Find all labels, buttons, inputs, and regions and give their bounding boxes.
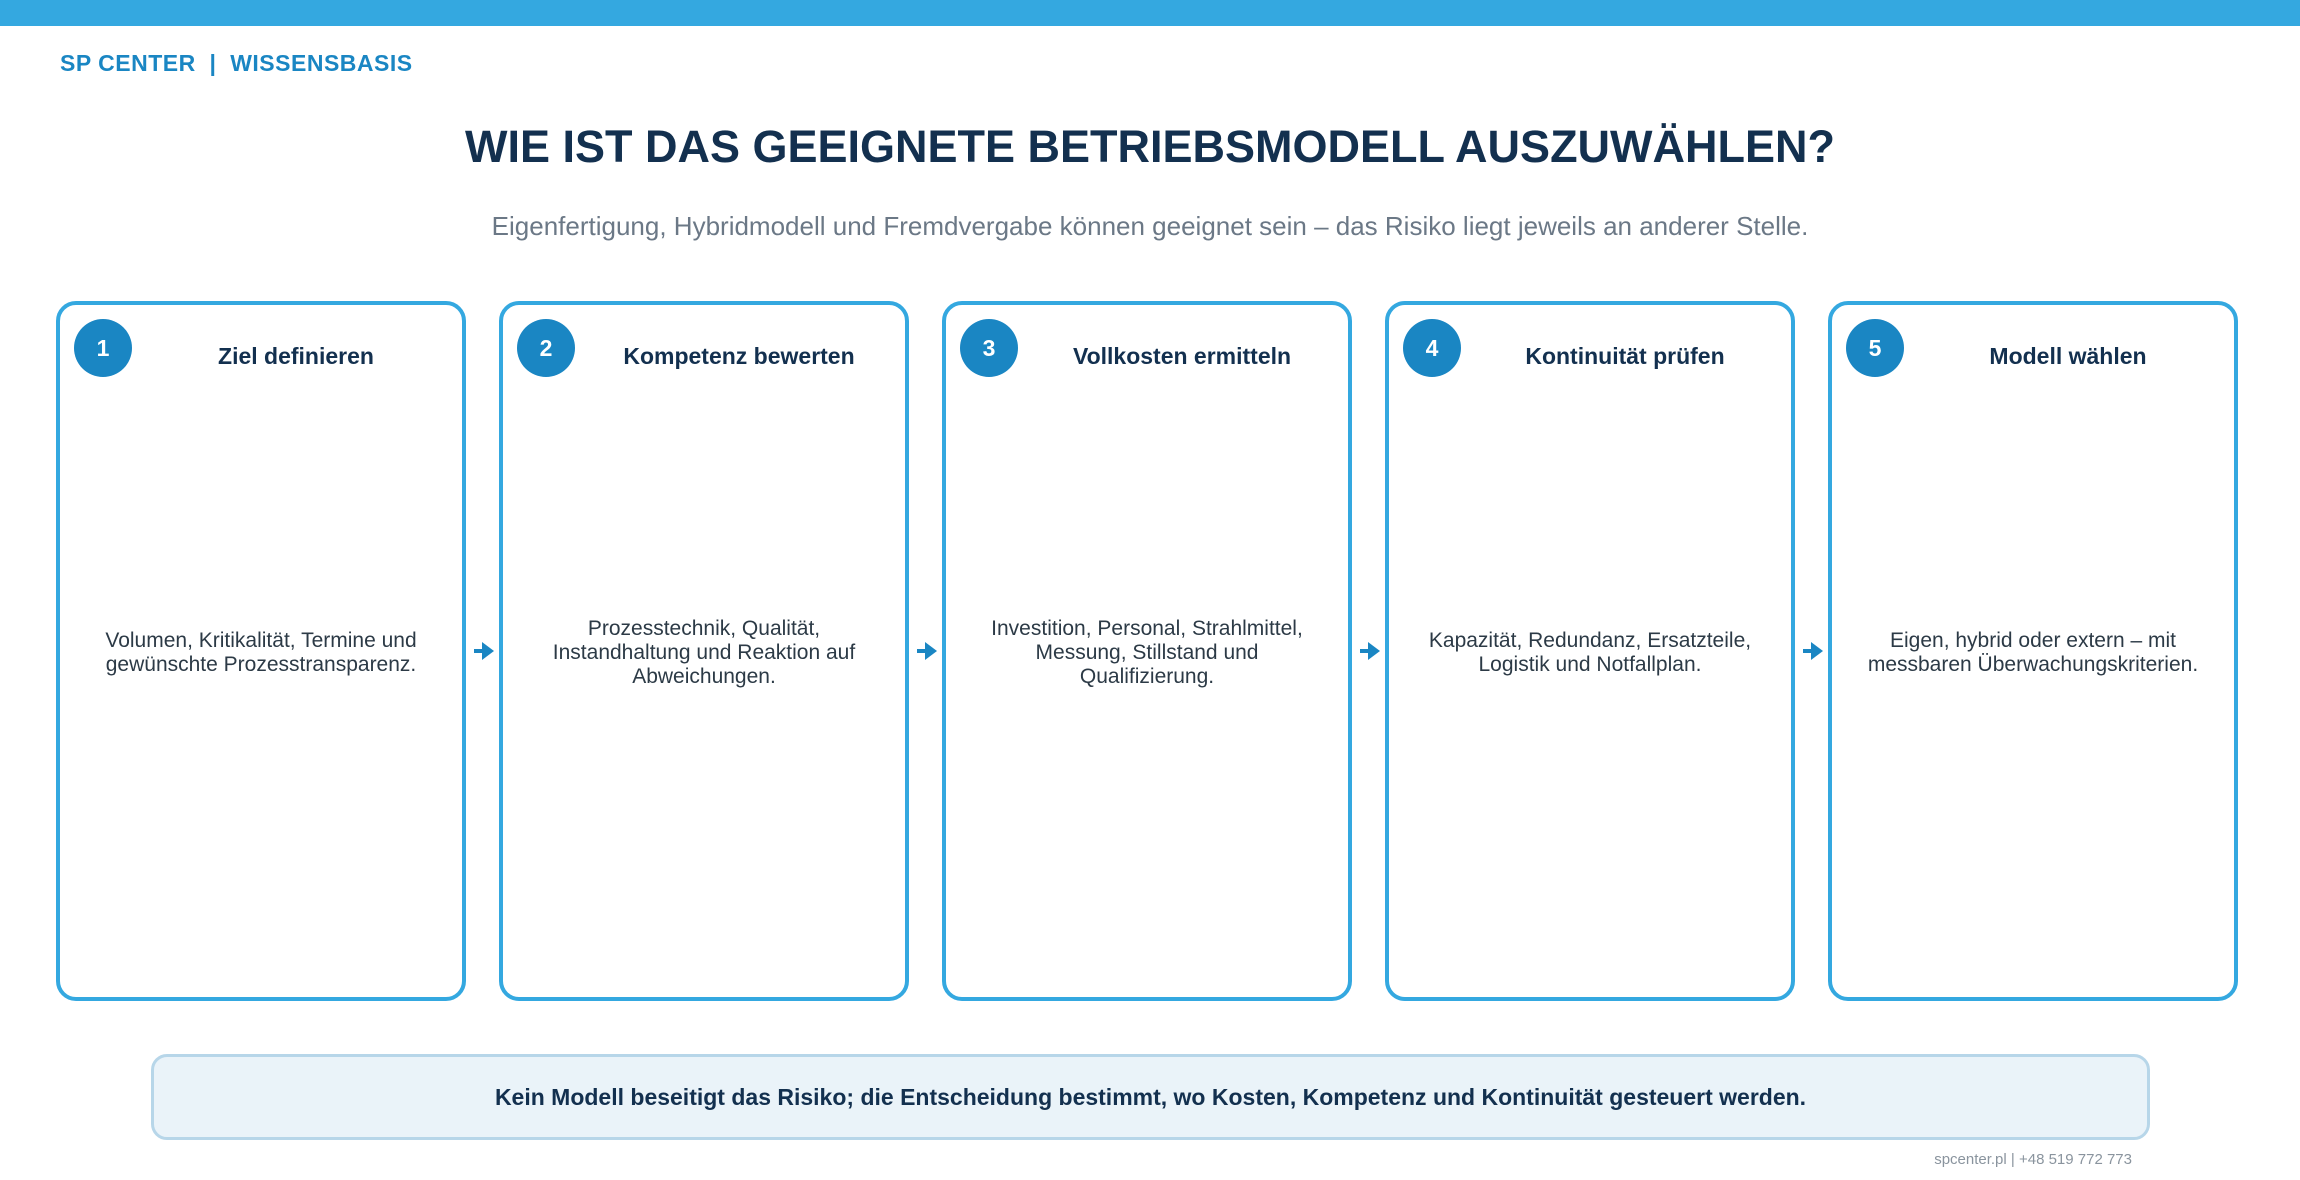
step-description: Kapazität, Redundanz, Ersatzteile, Logistik und Notfallplan. <box>1428 629 1752 676</box>
step-title: Ziel definieren <box>218 343 374 369</box>
page-title: WIE IST DAS GEEIGNETE BETRIEBSMODELL AUSZUWÄHLEN? <box>464 121 1836 172</box>
footer-contact: spcenter.pl | +48 519 772 773 <box>1934 1151 2132 1168</box>
arrow-right-icon <box>474 638 496 664</box>
top-accent-bar <box>0 0 2300 26</box>
step-number-badge: 5 <box>1846 319 1904 377</box>
step-description: Prozesstechnik, Qualität, Instandhaltung und Reaktion auf Abweichungen. <box>552 617 856 688</box>
step-card-1 <box>56 301 466 1001</box>
arrow-right-icon <box>1803 638 1825 664</box>
step-number-badge: 1 <box>74 319 132 377</box>
step-title: Kompetenz bewerten <box>623 343 855 369</box>
arrow-right-icon <box>1360 638 1382 664</box>
step-number-badge: 2 <box>517 319 575 377</box>
step-number-badge: 3 <box>960 319 1018 377</box>
step-card-3 <box>942 301 1352 1001</box>
step-description: Volumen, Kritikalität, Termine und gewünschte Prozesstransparenz. <box>105 629 417 676</box>
brand-label: SP CENTER | WISSENSBASIS <box>60 50 413 76</box>
step-title: Kontinuität prüfen <box>1525 343 1725 369</box>
step-card-2 <box>499 301 909 1001</box>
step-title: Vollkosten ermitteln <box>1072 343 1292 369</box>
step-card-5 <box>1828 301 2238 1001</box>
step-title: Modell wählen <box>1989 343 2147 369</box>
step-description: Investition, Personal, Strahlmittel, Messung, Stillstand und Qualifizierung. <box>991 617 1303 688</box>
summary-note-text: Kein Modell beseitigt das Risiko; die Entscheidung bestimmt, wo Kosten, Kompetenz und Kontinuität gesteuert werden. <box>494 1083 1807 1110</box>
summary-note <box>151 1054 2150 1140</box>
arrow-right-icon <box>917 638 939 664</box>
step-description: Eigen, hybrid oder extern – mit messbaren Überwachungskriterien. <box>1867 629 2199 676</box>
page-subtitle: Eigenfertigung, Hybridmodell und Fremdvergabe können geeignet sein – das Risiko liegt jeweils an anderer Stelle. <box>491 211 1809 241</box>
step-number-badge: 4 <box>1403 319 1461 377</box>
step-card-4 <box>1385 301 1795 1001</box>
